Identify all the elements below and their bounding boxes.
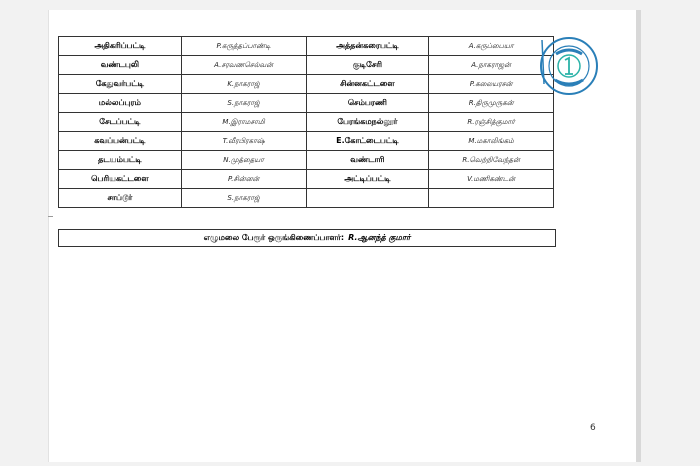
person-name-cell: A.நாகராஜன் (429, 56, 554, 75)
person-name-cell: T.வீரபிரகாஷ் (181, 132, 306, 151)
village-name-cell: சின்னகட்டளை (306, 75, 429, 94)
person-name-cell: R.வெற்றிவேந்தன் (429, 151, 554, 170)
village-name-cell: E.கோட்டைபட்டி (306, 132, 429, 151)
office-stamp-icon (538, 34, 600, 98)
village-roster-table (58, 36, 554, 208)
page-edge (636, 10, 641, 462)
village-name-cell: வண்டபுலி (59, 56, 182, 75)
person-name-cell: R.ரஞ்சித்குமார் (429, 113, 554, 132)
table-row (59, 75, 554, 94)
person-name-cell: S.நாகராஜ் (181, 189, 306, 208)
village-name-cell: தடயம்பட்டி (59, 151, 182, 170)
person-name-cell: P.கலையரசன் (429, 75, 554, 94)
village-name-cell: அட்டிப்பட்டி (306, 170, 429, 189)
village-name-cell (306, 189, 429, 208)
table-row (59, 189, 554, 208)
person-name-cell: K.நாகராஜ் (181, 75, 306, 94)
village-name-cell: மல்லப்புரம் (59, 94, 182, 113)
village-name-cell: வண்டாரி (306, 151, 429, 170)
table-row (59, 151, 554, 170)
table-row (59, 56, 554, 75)
village-name-cell: பெரியகட்டளை (59, 170, 182, 189)
village-name-cell: அத்தன்கரைபட்டி (306, 37, 429, 56)
table-row (59, 132, 554, 151)
person-name-cell: M.இராமசாமி (181, 113, 306, 132)
person-name-cell: R.திருமுருகன் (429, 94, 554, 113)
person-name-cell: P.சின்னன் (181, 170, 306, 189)
page-number: 6 (590, 423, 596, 433)
village-name-cell: பேரங்கமநல்லூர் (306, 113, 429, 132)
village-name-cell: செம்பரணி (306, 94, 429, 113)
village-name-cell: கேதுவர்பட்டி (59, 75, 182, 94)
table-row (59, 37, 554, 56)
margin-tick (48, 216, 53, 217)
person-name-cell: S.நாகராஜ் (181, 94, 306, 113)
village-name-cell: சாப்டூர் (59, 189, 182, 208)
person-name-cell: A.சரவணசெல்வன் (181, 56, 306, 75)
village-name-cell: குடிசேரி (306, 56, 429, 75)
table-row (59, 113, 554, 132)
coordinator-label: எழுமலை பேரூர் ஒருங்கிணைப்பாளர்: (203, 233, 345, 242)
coordinator-box (58, 229, 556, 247)
village-name-cell: கவப்பன்பட்டி (59, 132, 182, 151)
person-name-cell: N.முத்தையா (181, 151, 306, 170)
person-name-cell: P.கருத்தப்பாண்டி (181, 37, 306, 56)
person-name-cell: V.மணிகண்டன் (429, 170, 554, 189)
village-name-cell: சேடப்பட்டி (59, 113, 182, 132)
table-row (59, 94, 554, 113)
person-name-cell: M.மகாலிங்கம் (429, 132, 554, 151)
person-name-cell: A.கருப்பையா (429, 37, 554, 56)
table-row (59, 170, 554, 189)
person-name-cell (429, 189, 554, 208)
coordinator-name: R.ஆனந்த் குமார் (348, 233, 411, 242)
village-name-cell: அதிகரிப்பட்டி (59, 37, 182, 56)
